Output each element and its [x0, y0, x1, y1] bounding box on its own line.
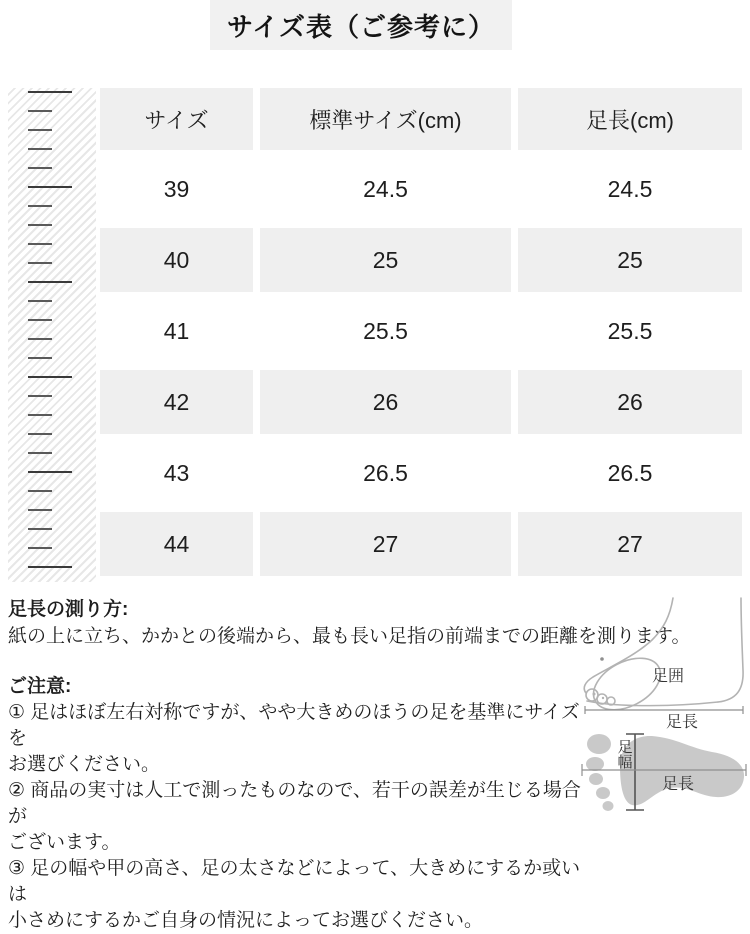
size-table-cell: サイズ: [100, 88, 253, 150]
foot-side-diagram: [580, 598, 748, 733]
footprint-sole: [620, 736, 744, 805]
size-table-cell: 24.5: [260, 157, 511, 221]
size-table-cell: 27: [518, 512, 742, 576]
footprint-toe-3: [589, 773, 603, 785]
ruler-tick: [28, 547, 52, 549]
note-line: ① 足はほぼ左右対称ですが、やや大きめのほうの足を基準にサイズを: [8, 702, 580, 749]
size-table-cell: 40: [100, 228, 253, 292]
ruler-tick: [28, 281, 72, 283]
ruler-tick: [28, 509, 52, 511]
ruler-tick: [28, 433, 52, 435]
ruler-tick: [28, 243, 52, 245]
note-line: ② 商品の実寸は人工で測ったものなので、若干の誤差が生じる場合が: [8, 780, 581, 827]
ruler-tick: [28, 452, 52, 454]
note-line: お選びください。: [8, 754, 161, 775]
ruler-tick: [28, 528, 52, 530]
ruler-tick: [28, 471, 72, 473]
foot-toe-1: [586, 689, 598, 701]
footprint-toe-5: [603, 801, 614, 811]
ruler-tick: [28, 129, 52, 131]
size-table-cell: 26: [260, 370, 511, 434]
ruler-graphic: [8, 88, 96, 582]
size-table-cell: 39: [100, 157, 253, 221]
width-label: 足幅: [615, 739, 633, 769]
size-table-cell: 24.5: [518, 157, 742, 221]
ruler-tick: [28, 91, 72, 93]
ruler-tick: [28, 319, 52, 321]
ruler-tick: [28, 186, 72, 188]
ruler-tick: [28, 566, 72, 568]
size-table-cell: 41: [100, 299, 253, 363]
size-table-cell: 26.5: [260, 441, 511, 505]
size-table-cell: 26.5: [518, 441, 742, 505]
ruler-tick: [28, 376, 72, 378]
ruler-tick: [28, 490, 52, 492]
measure-heading: 足長の測り方:: [8, 599, 129, 620]
foot-heel-leg-line: [718, 598, 743, 702]
girth-label: 足囲: [651, 668, 685, 685]
length-label: 足長: [665, 714, 699, 731]
footprint-toe-1: [587, 734, 611, 754]
measure-body: 紙の上に立ち、かかとの後端から、最も長い足指の前端までの距離を測ります。: [8, 626, 691, 647]
ruler-tick: [28, 338, 52, 340]
page-title-text: サイズ表（ご参考に）: [227, 11, 495, 42]
footprint-diagram: [578, 726, 750, 848]
size-table-cell: 25.5: [518, 299, 742, 363]
notes-heading: ご注意:: [8, 676, 72, 697]
note-line: 小さめにするかご自身の情況によってお選びください。: [8, 910, 484, 931]
ruler-tick: [28, 262, 52, 264]
ruler-tick: [28, 205, 52, 207]
size-table-cell: 27: [260, 512, 511, 576]
size-table-cell: 26: [518, 370, 742, 434]
toe-nail-dot: [602, 697, 604, 699]
ruler-tick: [28, 167, 52, 169]
page-title: [210, 0, 512, 50]
size-table-cell: 足長(cm): [518, 88, 742, 150]
size-table-cell: 25: [518, 228, 742, 292]
size-table-cell: 42: [100, 370, 253, 434]
size-table-cell: 標準サイズ(cm): [260, 88, 511, 150]
footprint-toe-4: [596, 787, 610, 799]
ruler-tick: [28, 148, 52, 150]
girth-marker-dot: [600, 657, 604, 661]
ruler-tick: [28, 300, 52, 302]
length-label: 足長: [661, 776, 695, 793]
note-line: ございます。: [8, 832, 121, 853]
ruler-tick: [28, 414, 52, 416]
note-line: ③ 足の幅や甲の高さ、足の太さなどによって、大きめにするか或いは: [8, 858, 581, 905]
ruler-tick: [28, 357, 52, 359]
ruler-tick: [28, 110, 52, 112]
footprint-toe-2: [586, 757, 604, 771]
size-table-cell: 44: [100, 512, 253, 576]
notes-section: [8, 674, 583, 934]
size-table-cell: 43: [100, 441, 253, 505]
ruler-tick: [28, 224, 52, 226]
size-table: [100, 88, 742, 576]
size-table-cell: 25.5: [260, 299, 511, 363]
size-table-cell: 25: [260, 228, 511, 292]
ruler-tick: [28, 395, 52, 397]
